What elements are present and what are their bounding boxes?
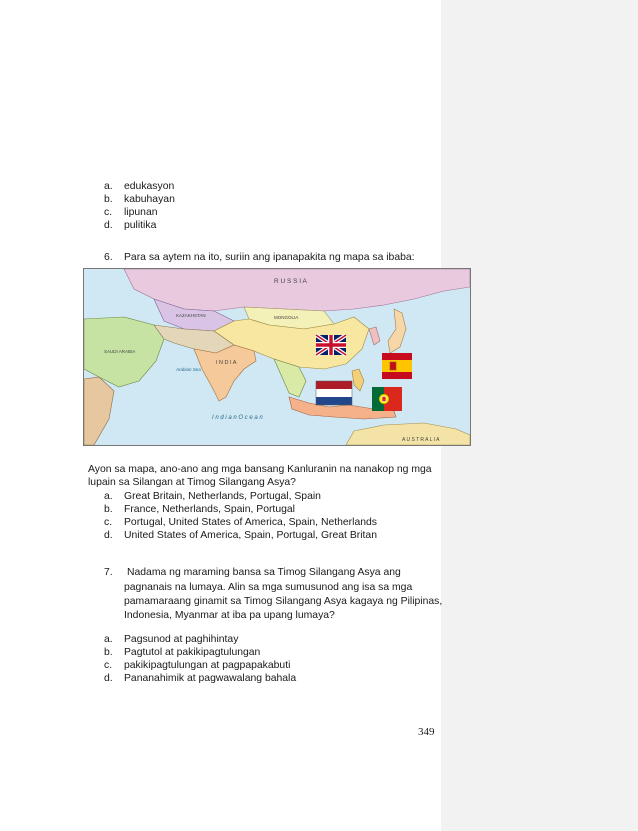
q7-line2: pagnanais na lumaya. Alin sa mga sumusunod ang isa sa mga <box>124 582 413 593</box>
q7-option-a: a. Pagsunod at paghihintay <box>104 634 239 645</box>
q7-line3: pamamaraang ginamit sa Timog Silangang Asya kagaya ng Pilipinas, <box>124 596 443 607</box>
map-svg <box>84 269 470 445</box>
q5-option-b: b. kabuhayan <box>104 194 175 205</box>
q6-prompt: 6. Para sa aytem na ito, suriin ang ipanapakita ng mapa sa ibaba: <box>104 252 415 263</box>
q7-line4: Indonesia, Myanmar at iba pa upang lumaya? <box>124 610 335 621</box>
q7-option-b: b. Pagtutol at pakikipagtulungan <box>104 647 261 658</box>
india-label: I N D I A <box>216 360 237 366</box>
q7-option-d: d. Pananahimik at pagwawalang bahala <box>104 673 297 684</box>
portugal-flag <box>372 387 402 411</box>
mongolia-label: MONGOLIA <box>274 315 299 320</box>
great-britain-flag <box>316 335 346 355</box>
q5-option-d: d. pulitika <box>104 220 157 231</box>
q6-option-c: c. Portugal, United States of America, Spain, Netherlands <box>104 517 377 528</box>
q6-option-a: a. Great Britain, Netherlands, Portugal, Spain <box>104 491 321 502</box>
page-number: 349 <box>418 726 435 738</box>
q6-question-line2: lupain sa Silangan at Timog Silangang Asya? <box>88 477 296 488</box>
q7-line1: 7. Nadama ng maraming bansa sa Timog Silangang Asya ang <box>104 567 401 578</box>
q5-option-a: a. edukasyon <box>104 181 175 192</box>
q6-question-line1: Ayon sa mapa, ano-ano ang mga bansang Kanluranin na nanakop ng mga <box>88 464 432 475</box>
q5-option-c: c. lipunan <box>104 207 158 218</box>
q6-option-d: d. United States of America, Spain, Portugal, Great Britan <box>104 530 377 541</box>
q7-option-c: c. pakikipagtulungan at pagpapakabuti <box>104 660 291 671</box>
saudi-label: SAUDI ARABIA <box>104 349 136 354</box>
kazakhstan-label: KAZAKHSTAN <box>176 313 206 318</box>
netherlands-flag <box>316 381 352 405</box>
indian-ocean-label: I n d i a n O c e a n <box>212 415 263 421</box>
q6-option-b: b. France, Netherlands, Spain, Portugal <box>104 504 295 515</box>
russia-label: R U S S I A <box>274 278 307 285</box>
spain-flag <box>382 353 412 379</box>
australia-label: A U S T R A L I A <box>402 437 440 443</box>
asia-colonization-map <box>83 268 471 446</box>
arabian-sea-label: Arabian Sea <box>176 367 201 372</box>
